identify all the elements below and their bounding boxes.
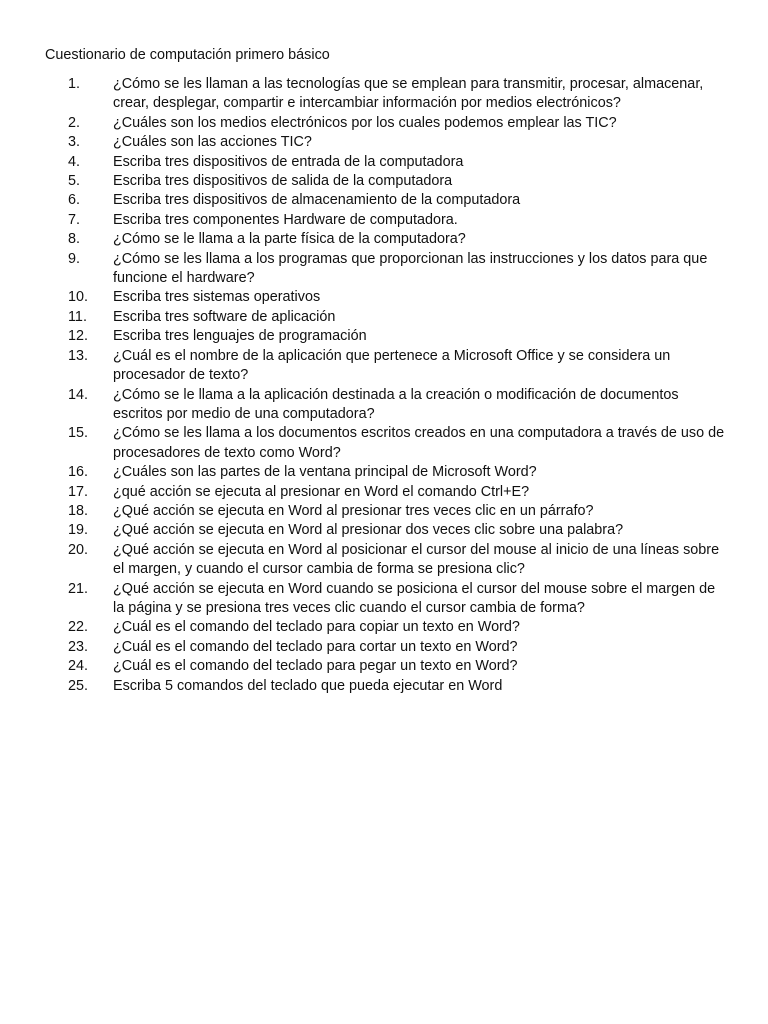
question-number: 21.	[68, 580, 89, 597]
question-text: Escriba tres dispositivos de salida de la computadora	[113, 173, 453, 190]
question-number: 5.	[68, 173, 81, 190]
question-text: Escriba tres dispositivos de almacenamiento de la computadora	[113, 192, 521, 209]
question-number: 25.	[68, 677, 89, 694]
question-number: 7.	[68, 211, 81, 228]
question-text: Escriba tres sistemas operativos	[113, 289, 321, 306]
question-number: 4.	[68, 153, 81, 170]
question-text: ¿Cuál es el nombre de la aplicación que pertenece a Microsoft Office y se considera un procesador de texto?	[113, 347, 671, 384]
question-item	[0, 463, 768, 482]
question-text: ¿Qué acción se ejecuta en Word al presionar tres veces clic en un párrafo?	[113, 502, 594, 519]
question-text: ¿Cuál es el comando del teclado para copiar un texto en Word?	[113, 619, 520, 636]
question-number: 20.	[68, 541, 89, 558]
question-number: 13.	[68, 347, 89, 364]
question-item	[0, 424, 768, 463]
question-text: ¿Qué acción se ejecuta en Word al posicionar el cursor del mouse al inicio de una líneas sobre el margen, y cuando el cursor cambia de forma se presiona clic?	[113, 541, 720, 578]
question-item	[0, 250, 768, 289]
question-item	[0, 327, 768, 346]
question-item	[0, 191, 768, 210]
question-item	[0, 114, 768, 133]
question-number: 6.	[68, 192, 81, 209]
question-item	[0, 75, 768, 114]
question-item	[0, 638, 768, 657]
question-text: ¿Qué acción se ejecuta en Word al presionar dos veces clic sobre una palabra?	[113, 522, 624, 539]
question-number: 19.	[68, 522, 89, 539]
document-title: Cuestionario de computación primero básico	[45, 47, 330, 63]
questions-list	[0, 75, 768, 696]
question-text: ¿Cuáles son los medios electrónicos por los cuales podemos emplear las TIC?	[113, 114, 617, 131]
question-text: ¿Cómo se les llama a los programas que proporcionan las instrucciones y los datos para que funcione el hardware?	[113, 250, 708, 287]
question-number: 17.	[68, 483, 89, 500]
question-number: 16.	[68, 464, 89, 481]
question-item	[0, 677, 768, 696]
question-number: 22.	[68, 619, 89, 636]
question-text: Escriba 5 comandos del teclado que pueda ejecutar en Word	[113, 677, 503, 694]
question-text: ¿Cuál es el comando del teclado para cortar un texto en Word?	[113, 638, 518, 655]
question-number: 1.	[68, 76, 81, 92]
question-item	[0, 502, 768, 521]
question-text: ¿Cómo se les llaman a las tecnologías que se emplean para transmitir, procesar, almacenar, crear, desplegar, compartir e intercambiar información por medios electrónicos?	[113, 76, 704, 112]
question-item	[0, 172, 768, 191]
question-item	[0, 133, 768, 152]
question-number: 8.	[68, 231, 81, 248]
question-item	[0, 541, 768, 580]
question-item	[0, 618, 768, 637]
question-text: ¿Cómo se les llama a los documentos escritos creados en una computadora a través de uso de procesadores de texto como Word?	[113, 425, 725, 461]
question-number: 10.	[68, 289, 89, 306]
question-item	[0, 288, 768, 307]
question-number: 2.	[68, 114, 81, 131]
question-text: ¿Cuáles son las acciones TIC?	[113, 134, 312, 151]
question-number: 15.	[68, 425, 89, 442]
question-number: 12.	[68, 328, 89, 345]
question-text: ¿qué acción se ejecuta al presionar en Word el comando Ctrl+E?	[113, 483, 530, 500]
question-item	[0, 657, 768, 676]
question-text: ¿Cómo se le llama a la parte física de la computadora?	[113, 231, 466, 248]
question-text: Escriba tres software de aplicación	[113, 308, 336, 325]
question-item	[0, 521, 768, 540]
question-item	[0, 386, 768, 425]
question-text: Escriba tres lenguajes de programación	[113, 328, 367, 345]
question-number: 3.	[68, 134, 81, 151]
question-text: Escriba tres dispositivos de entrada de la computadora	[113, 153, 464, 170]
question-item	[0, 308, 768, 327]
question-number: 23.	[68, 638, 89, 655]
question-number: 18.	[68, 502, 89, 519]
question-item	[0, 153, 768, 172]
question-item	[0, 483, 768, 502]
question-item	[0, 211, 768, 230]
question-text: ¿Cuál es el comando del teclado para pegar un texto en Word?	[113, 658, 518, 675]
question-text: ¿Cómo se le llama a la aplicación destinada a la creación o modificación de documentos escritos por medio de una computadora?	[113, 386, 679, 422]
question-item	[0, 580, 768, 619]
question-item	[0, 347, 768, 386]
question-text: Escriba tres componentes Hardware de computadora.	[113, 211, 458, 228]
question-number: 24.	[68, 658, 89, 675]
question-number: 11.	[68, 308, 87, 325]
question-number: 14.	[68, 386, 89, 403]
question-text: ¿Qué acción se ejecuta en Word cuando se posiciona el cursor del mouse sobre el margen de la página y se presiona tres veces clic cuando el cursor cambia de forma?	[113, 580, 716, 616]
question-item	[0, 230, 768, 249]
question-number: 9.	[68, 250, 81, 267]
question-text: ¿Cuáles son las partes de la ventana principal de Microsoft Word?	[113, 464, 537, 481]
